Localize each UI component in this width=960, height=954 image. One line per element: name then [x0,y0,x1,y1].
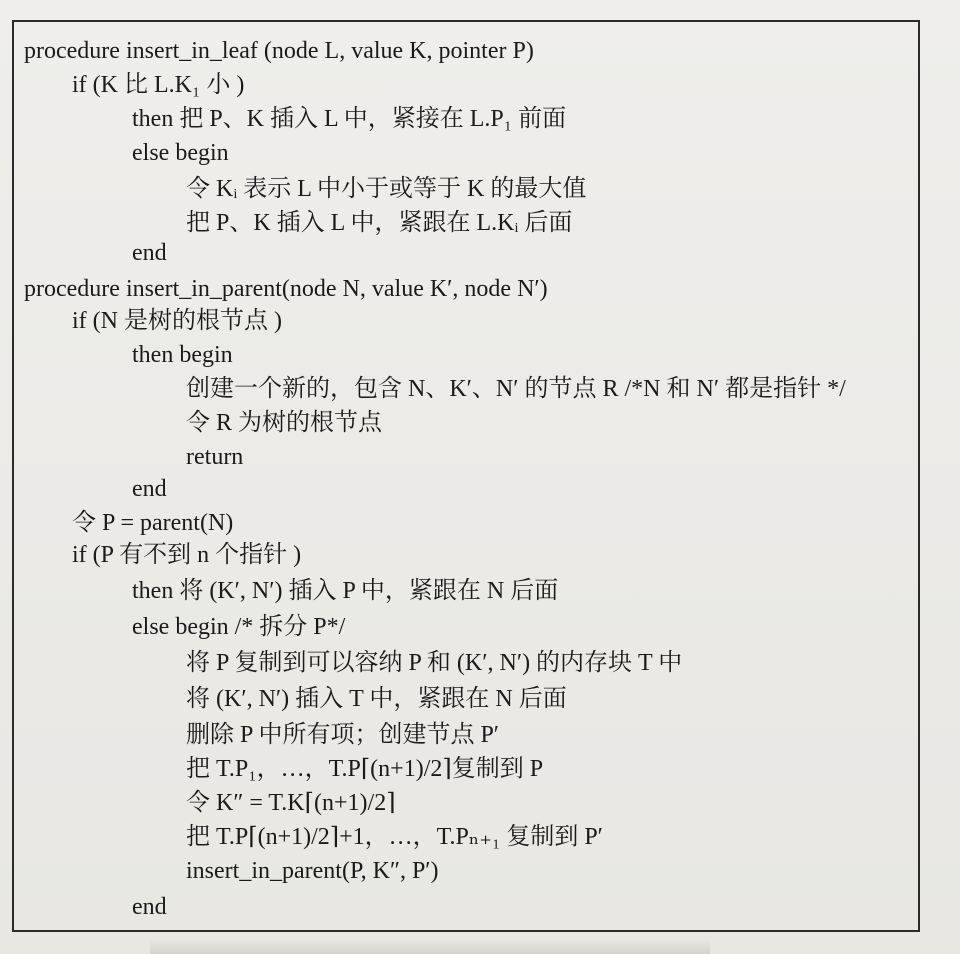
code-line: then 把 P、K 插入 L 中，紧接在 L.P₁ 前面 [132,106,567,132]
code-line: if (K 比 L.K₁ 小 ) [72,72,245,98]
code-line: 将 P 复制到可以容纳 P 和 (K′, N′) 的内存块 T 中 [186,650,683,676]
code-line: if (P 有不到 n 个指针 ) [72,542,302,568]
code-line: 令 Kᵢ 表示 L 中小于或等于 K 的最大值 [186,176,587,202]
code-line: then 将 (K′, N′) 插入 P 中，紧跟在 N 后面 [132,578,559,604]
code-line: end [132,894,167,920]
code-line: 令 P = parent(N) [72,510,234,536]
code-line: else begin [132,140,229,166]
code-line: end [132,476,167,502]
code-line: 将 (K′, N′) 插入 T 中，紧跟在 N 后面 [186,686,567,712]
code-line: 删除 P 中所有项；创建节点 P′ [186,722,500,748]
caption-fragment [150,940,710,954]
code-line: 把 T.P₁，…，T.P⌈(n+1)/2⌉复制到 P [186,756,544,782]
code-line: procedure insert_in_leaf (node L, value K, pointer P) [24,38,534,64]
code-line: else begin /* 拆分 P*/ [132,614,346,640]
code-line: insert_in_parent(P, K″, P′) [186,858,439,884]
code-line: return [186,444,244,470]
code-line: 令 K″ = T.K⌈(n+1)/2⌉ [186,790,396,816]
code-line: 把 T.P⌈(n+1)/2⌉+1，…，T.Pₙ₊₁ 复制到 P′ [186,824,603,850]
code-line: procedure insert_in_parent(node N, value K′, node N′) [24,276,548,302]
code-line: 令 R 为树的根节点 [186,410,383,436]
code-line: then begin [132,342,233,368]
code-line: if (N 是树的根节点 ) [72,308,282,334]
algorithm-box [12,20,920,932]
code-line: end [132,240,167,266]
code-line: 创建一个新的，包含 N、K′、N′ 的节点 R /*N 和 N′ 都是指针 */ [186,376,846,402]
code-line: 把 P、K 插入 L 中，紧跟在 L.Kᵢ 后面 [186,210,573,236]
